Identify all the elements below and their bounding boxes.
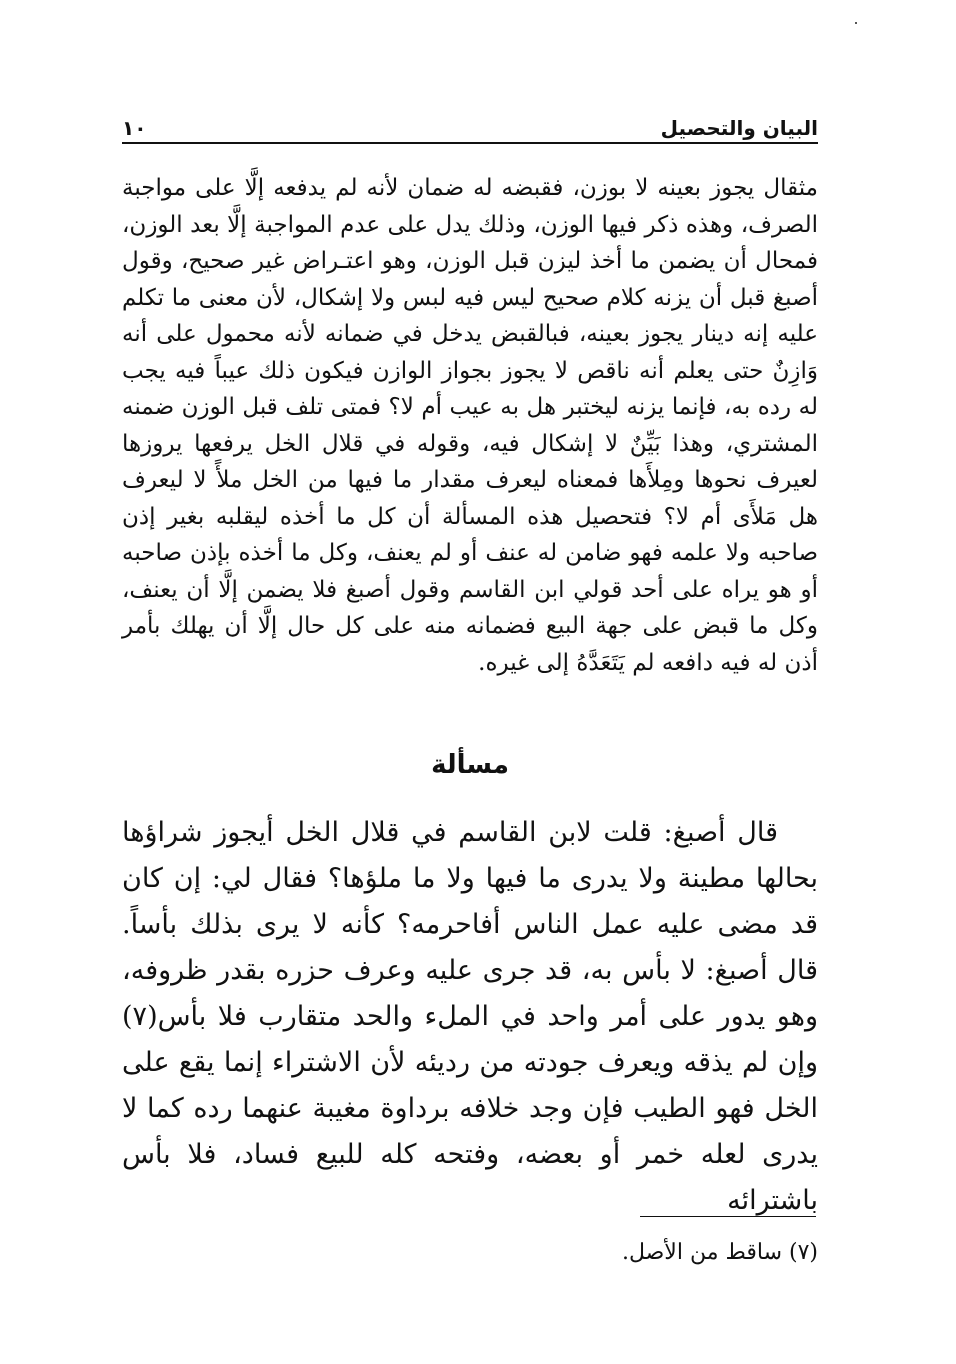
footnote-rule (640, 1216, 816, 1217)
running-header (122, 108, 818, 140)
header-book-title: البيان والتحصيل (660, 116, 818, 140)
scan-speck (855, 22, 857, 24)
header-rule (122, 142, 818, 144)
main-text-block (122, 170, 818, 681)
section-heading: مسألة (431, 750, 509, 780)
masala-text-block (122, 810, 818, 1224)
footnote: (٧) ساقط من الأصل. (621, 1240, 818, 1265)
header-page-number: ١٠ (122, 116, 147, 140)
masala-paragraph: قال أصبغ: قلت لابن القاسم في قلال الخل أيجوز شراؤها بحالها مطينة ولا يدرى ما فيها ولا ما ملؤها؟ فقال لي: إن كان قد مضى عليه عمل الناس أفاحرمه؟ كأنه لا يرى بذلك بأساً. قال أصبغ: لا بأس به، قد جرى عليه وعرف حزره بقدر ظروفه، وهو يدور على أمر واحد في الملء والحد متقارب فلا بأس(٧) وإن لم يذقه ويعرف جودته من رديئه لأن الاشتراء إنما يقع على الخل فهو الطيب فإن وجد خلافه برداوة مغيبة عنهما رده كما لا يدرى لعله خمر أو بعضه، وفتحه كله للبيع فساد، فلا بأس باشترائه (122, 817, 818, 1216)
body-paragraph: مثقال يجوز بعينه لا بوزن، فقبضه له ضمان لأنه لم يدفعه إلَّا على مواجبة الصرف، وهذه ذكر فيها الوزن، وذلك يدل على عدم المواجبة إلَّا بعد الوزن، فمحال أن يضمن ما أخذ ليزن قبل الوزن، وهو اعتـراض غير صحيح، وقول أصبغ قبل أن يزنه كلام صحيح ليس فيه لبس ولا إشكال، لأن معنى ما تكلم عليه إنه دينار يجوز بعينه، فبالقبض يدخل في ضمانه لأنه محمول على أنه وَازِنٌ حتى يعلم أنه ناقص لا يجوز بجواز الوازن فيكون ذلك عيباً فيه يجب له رده به، فإنما يزنه ليختبر هل به عيب أم لا؟ فمتى تلف قبل الوزن ضمنه المشتري، وهذا بَيِّنٌ لا إشكال فيه، وقوله في قلال الخل يرفعها يروزها لعيرف نحوها ومِلأَها فمعناه ليعرف مقدار ما فيها من الخل ملأً لا ليعرف هل مَلأَى أم لا؟ فتحصيل هذه المسألة أن كل ما أخذه ليقلبه بغير إذن صاحبه ولا علمه فهو ضامن له عنف أو لم يعنف، وكل ما أخذه بإذن صاحبه أو هو يراه على أحد قولي ابن القاسم وقول أصبغ فلا يضمن إلَّا أن يعنف، وكل ما قبض على جهة البيع فضمانه منه على كل حال إلَّا أن يهلك بأمر أذن له فيه دافعه لم يَتَعَدَّهُ إلى غيره. (122, 175, 818, 676)
